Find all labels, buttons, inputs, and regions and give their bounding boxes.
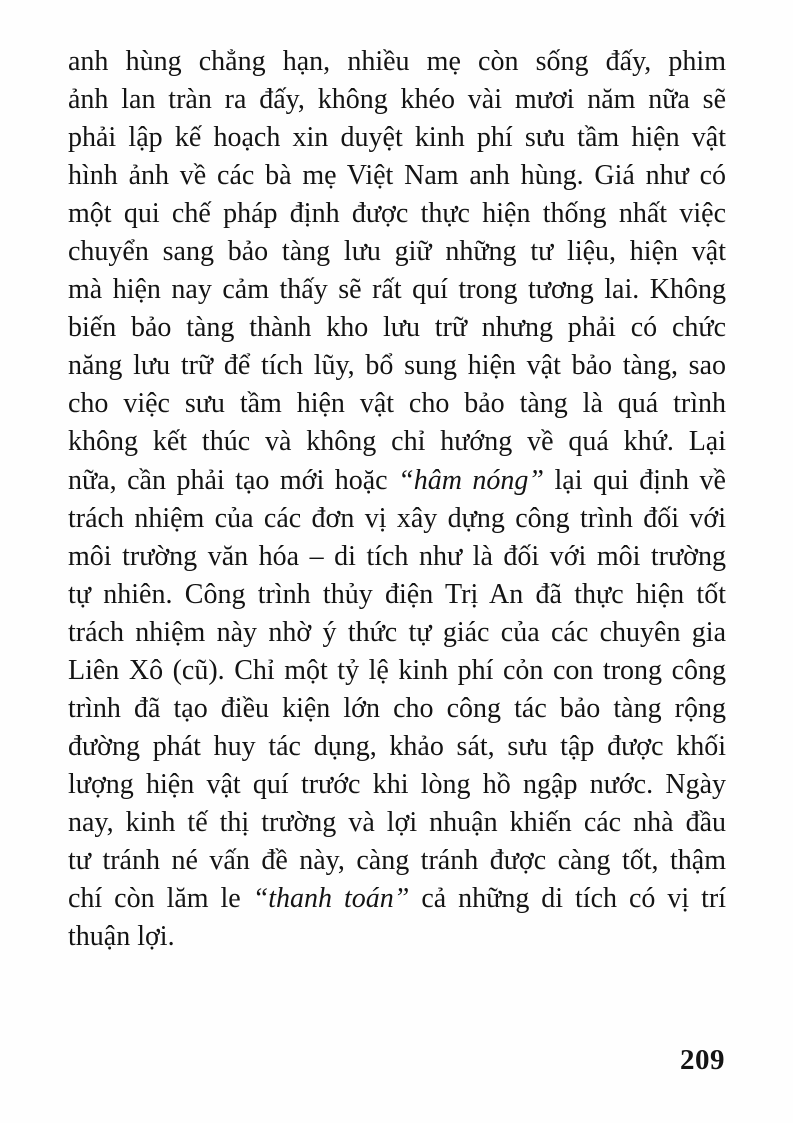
text-line: [68, 233, 726, 271]
text-run: năng lưu trữ để tích lũy, bổ sung hiện vật bảo tàng, sao: [68, 350, 726, 382]
text-line: [68, 576, 726, 614]
text-run: đường phát huy tác dụng, khảo sát, sưu tập được khối: [68, 730, 726, 762]
text-line: [68, 728, 726, 766]
text-line: [68, 195, 726, 233]
italic-text-run: “thanh toán”: [252, 883, 410, 915]
text-run: trình đã tạo điều kiện lớn cho công tác bảo tàng rộng: [68, 692, 726, 724]
text-line: [68, 842, 726, 880]
text-run: chuyển sang bảo tàng lưu giữ những tư liệu, hiện vật: [68, 236, 726, 268]
page-number: 209: [680, 1044, 725, 1076]
text-run: chí còn lăm le: [68, 883, 253, 915]
text-line: [68, 462, 726, 500]
text-line: [68, 119, 726, 157]
text-run: anh hùng chẳng hạn, nhiều mẹ còn sống đấy, phim: [68, 46, 726, 77]
italic-text-run: “hâm nóng”: [398, 464, 544, 496]
text-run: lại qui định về: [544, 464, 726, 496]
text-run: trách nhiệm này nhờ ý thức tự giác của các chuyên gia: [68, 616, 726, 648]
text-run: mà hiện nay cảm thấy sẽ rất quí trong tương lai. Không: [68, 274, 726, 306]
text-run: cả những di tích có vị trí: [409, 883, 726, 915]
text-line: [68, 271, 726, 309]
body-text: [68, 43, 726, 956]
text-run: lượng hiện vật quí trước khi lòng hồ ngập nước. Ngày: [68, 768, 726, 800]
text-line: [68, 43, 726, 81]
text-run: thuận lợi.: [68, 921, 175, 953]
text-line: [68, 880, 726, 918]
text-run: nay, kinh tế thị trường và lợi nhuận khiến các nhà đầu: [68, 806, 726, 838]
text-line: [68, 423, 726, 461]
text-line: [68, 538, 726, 576]
text-line: [68, 766, 726, 804]
text-run: tư tránh né vấn đề này, càng tránh được càng tốt, thậm: [68, 844, 726, 876]
text-run: không kết thúc và không chỉ hướng về quá khứ. Lại: [68, 426, 726, 458]
text-line: [68, 690, 726, 728]
text-line: [68, 500, 726, 538]
text-run: tự nhiên. Công trình thủy điện Trị An đã thực hiện tốt: [68, 578, 726, 610]
text-run: phải lập kế hoạch xin duyệt kinh phí sưu tầm hiện vật: [68, 122, 726, 154]
text-line: [68, 347, 726, 385]
text-run: hình ảnh về các bà mẹ Việt Nam anh hùng. Giá như có: [68, 160, 726, 192]
text-line: [68, 157, 726, 195]
text-line: [68, 309, 726, 347]
text-run: ảnh lan tràn ra đấy, không khéo vài mươi năm nữa sẽ: [68, 84, 726, 116]
text-line: [68, 652, 726, 690]
text-line: [68, 81, 726, 119]
text-run: nữa, cần phải tạo mới hoặc: [68, 464, 399, 496]
text-run: môi trường văn hóa – di tích như là đối với môi trường: [68, 540, 726, 572]
text-line: [68, 614, 726, 652]
text-run: trách nhiệm của các đơn vị xây dựng công trình đối với: [68, 502, 726, 534]
text-line: [68, 804, 726, 842]
text-line: [68, 385, 726, 423]
text-run: biến bảo tàng thành kho lưu trữ nhưng phải có chức: [68, 312, 726, 344]
text-run: Liên Xô (cũ). Chỉ một tỷ lệ kinh phí cỏn con trong công: [68, 654, 726, 686]
text-run: cho việc sưu tầm hiện vật cho bảo tàng là quá trình: [68, 388, 726, 420]
text-line: [68, 918, 726, 956]
text-run: một qui chế pháp định được thực hiện thống nhất việc: [68, 198, 726, 230]
